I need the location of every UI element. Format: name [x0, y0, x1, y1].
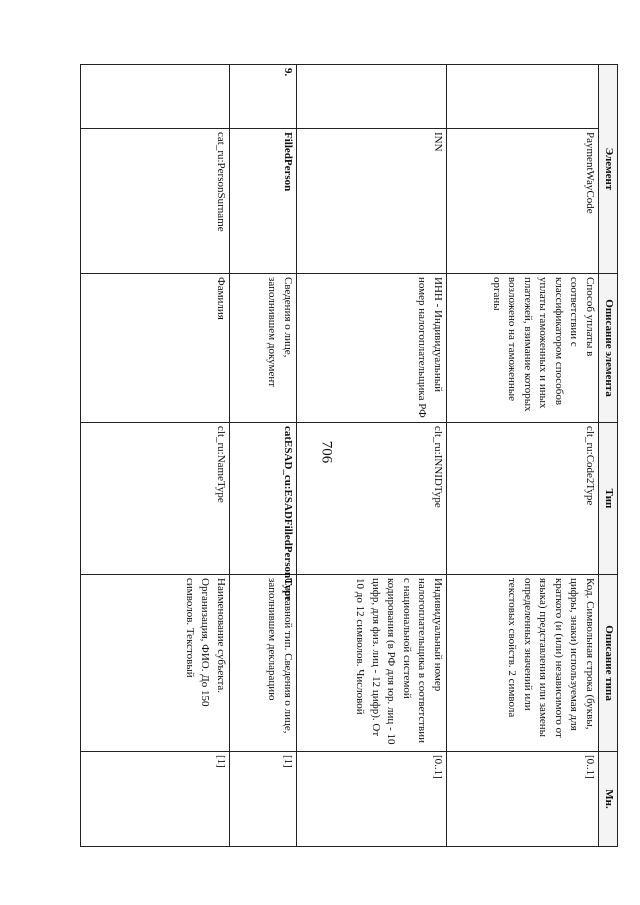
table-row [447, 65, 599, 847]
header-mult: Мн. [599, 752, 618, 847]
table-row [81, 65, 230, 847]
row-number [81, 65, 230, 129]
row-type-desc: Наименование субъекта. Организация, ФИО. До 150 символов. Текстовый [81, 575, 230, 752]
row-mult: [0..1] [297, 752, 447, 847]
header-element: Элемент [599, 65, 618, 274]
page-number: 706 [318, 440, 335, 464]
row-element: INN [297, 129, 447, 274]
header-element-desc: Описание элемента [599, 274, 618, 423]
header-type-desc: Описание типа [599, 575, 618, 752]
row-type: clt_ru:INNIDType [297, 423, 447, 575]
row-mult: [1] [81, 752, 230, 847]
row-element-desc: Способ уплаты в соответствии с классификатором способов уплаты таможенных и иных платежей, взимание которых возложено на таможенные органы [447, 274, 599, 423]
row-type-desc: Составной тип. Сведения о лице, заполнившем декларацию [230, 575, 297, 752]
row-mult: [0..1] [447, 752, 599, 847]
header-type: Тип [599, 423, 618, 575]
table-header-row [599, 65, 618, 847]
rotated-table-wrapper [84, 64, 618, 846]
row-mult: [1] [230, 752, 297, 847]
row-type: clt_ru:Code2Type [447, 423, 599, 575]
row-element: FilledPerson [230, 129, 297, 274]
row-element-desc: Сведения о лице, заполнившем документ [230, 274, 297, 423]
row-number [297, 65, 447, 129]
row-element: PaymentWayCode [447, 129, 599, 274]
row-type: clt_ru:NameType [81, 423, 230, 575]
row-element-desc: ИНН - Индивидуальный номер налогоплательщика РФ [297, 274, 447, 423]
elements-table [80, 64, 618, 847]
row-type-desc: Код. Символьная строка (буквы, цифры, знаки) используемая для краткого (и (или) независимого от языка) представления или замены определенных значений или текстовых свойств. 2 символа [447, 575, 599, 752]
row-type: catESAD_cu:ESADFilledPersonType [230, 423, 297, 575]
row-number [447, 65, 599, 129]
row-number: 9. [230, 65, 297, 129]
row-element: cat_ru:PersonSurname [81, 129, 230, 274]
table-row [297, 65, 447, 847]
table-row [230, 65, 297, 847]
row-type-desc: Индивидуальный номер налогоплательщика в соответствии с национальной системой кодирования (в РФ для юр. лиц - 10 цифр, для физ. лиц - 12 цифр). От 10 до 12 символов. Числовой [297, 575, 447, 752]
row-element-desc: Фамилия [81, 274, 230, 423]
